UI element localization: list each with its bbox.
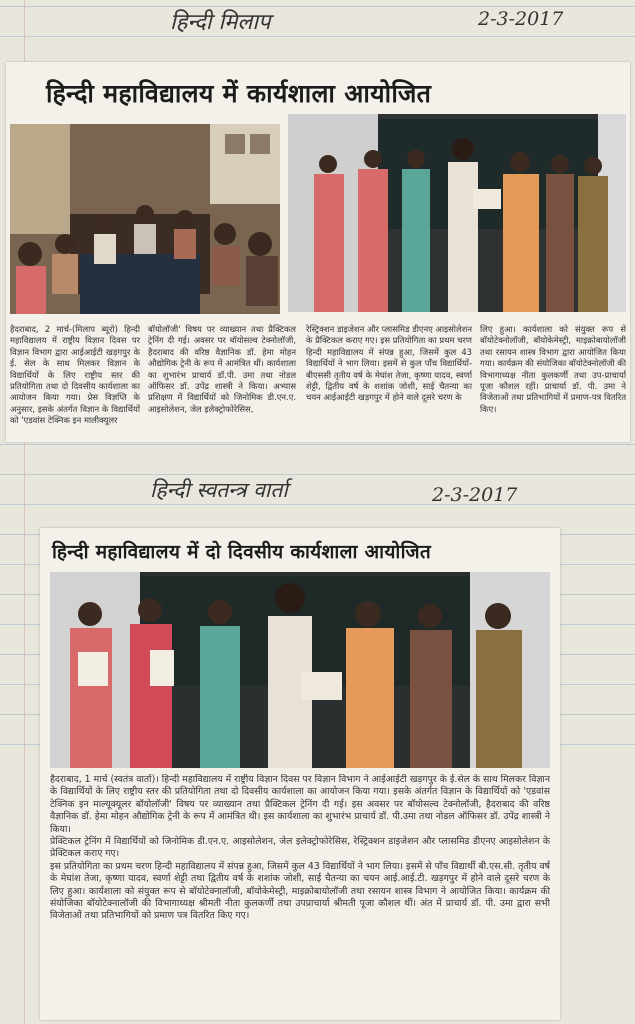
clipping1-headline: हिन्दी महाविद्यालय में कार्यशाला आयोजित <box>46 79 432 108</box>
clipping2-paragraph-1: हैदराबाद, 1 मार्च (स्वतंत्र वार्ता)। हिन्दी महाविद्यालय में राष्ट्रीय विज्ञान दिवस पर विज्ञान विभाग ने आईआईटी खड़गपुर के ई.सेल के साथ मिलकर विज्ञान के विद्यार्थियों के लिए राष्ट्रीय स्तर की प्रतियोगिता तथा दो दिवसीय कार्यशाला का आयोजन किया गया। इसके अंतर्गत विज्ञान के विद्यार्थियों को 'एडवांस टेक्निक इन माल्यूक्यूलर बॉयोलॉजी' विषय पर व्याख्यान तथा प्रैक्टिकल ट्रेनिंग दी गई। इस अवसर पर बॉयोसल्व टेक्नोलॉजी, हैदराबाद की वरिष्ठ वैज्ञानिक डॉ. हेमा मोहन औद्योगिक ट्रेनी के रूप में आमंत्रित थी। इस कार्यशाला का शुभारंभ प्राचार्य डॉ. पी.उमा तथा नोडल ऑफिसर डॉ. उपेंद्र शास्त्री ने किया। <box>50 774 550 835</box>
clipping2-photo-group <box>50 572 550 768</box>
clipping1-column-3 <box>306 324 472 436</box>
clipping1-column-4-text: लिए हुआ। कार्यशाला को संयुक्त रूप से बॉयोटेक्नोलॉजी, बॉयोकेमेस्ट्री, माइक्रोबायोलॉजी तथा रसायन शास्त्र विभाग द्वारा आयोजित किया गया। कार्यक्रम की संयोजिका बॉयोटेक्नोलॉजी की विभागाध्यक्ष नीता कुलकर्णी तथा उप-प्राचार्या पूजा कौशल रहीं। प्राचार्या डॉ. पी. उमा ने विजेताओं तथा प्रतिभागियों में प्रमाण-पत्र वितरित किए। <box>480 324 626 414</box>
clipping2-date: 2-3-2017 <box>432 484 518 506</box>
clipping1-column-1 <box>10 324 140 436</box>
clipping2-paragraph-2: प्रेक्टिकल ट्रेनिंग में विद्यार्थियों को जिनोमिक डी.एन.ए. आइसोलेशन, जेल इलेक्ट्रोफोरेसिस, रेस्ट्रिक्शन डाइजेशन और प्लासमिड डीएनए आइसोलेशन के प्रेक्टिकल कराए गए। <box>50 836 550 860</box>
clipping1-newspaper-name: हिन्दी मिलाप <box>170 10 271 35</box>
clipping1-column-4 <box>480 324 626 436</box>
clipping1-photo-classroom <box>10 124 280 314</box>
clipping1-column-2 <box>148 324 296 436</box>
clipping1-photo-group <box>288 114 626 312</box>
clipping2-headline: हिन्दी महाविद्यालय में दो दिवसीय कार्यशाला आयोजित <box>52 541 432 563</box>
group-photo-image <box>288 114 626 312</box>
classroom-photo-image <box>10 124 280 314</box>
clipping2-article-body <box>50 774 550 1016</box>
clipping1-column-2-text: बॉयोलॉजी' विषय पर व्याख्यान तथा प्रैक्टिकल ट्रेनिंग दी गई। अवसर पर बॉयोसल्व टेक्नोलॉजी, हैदराबाद की वरिष्ठ वैज्ञानिक डॉ. हेमा मोहन औद्योगिक ट्रेनी के रूप में आमंत्रित थीं। कार्यशाला का शुभारंभ प्राचार्य डॉ.पी. उमा तथा नोडल ऑफिसर डॉ. उपेंद्र शास्त्री ने किया। अभ्यास प्रशिक्षण में विद्यार्थियों को जिनोमिक डी.एन.ए. आइसोलेशन, जेल इलेक्ट्रोफोरेसिस, <box>148 324 296 414</box>
clipping2-newspaper-name: हिन्दी स्वतन्त्र वार्ता <box>150 478 288 502</box>
clipping1-date: 2-3-2017 <box>478 8 564 30</box>
clipping1 <box>6 62 630 442</box>
clipping1-column-3-text: रेस्ट्रिक्शन डाइजेशन और प्लासमिड डीएनए आइसोलेशन के प्रैक्टिकल कराए गए। इस प्रतियोगिता का प्रथम चरण हिन्दी महाविद्यालय में संपन्न हुआ, जिसमें कुल 43 विद्यार्थियों ने भाग लिया। इसमें से कुल पाँच विद्यार्थियों-बीएससी तृतीय वर्ष के मेघांश तेजा, कृष्णा यादव, स्वर्णा शेट्टी, द्वितीय वर्ष के शशांक जोशी, साई चैतन्या का चयन आईआईटी खड़गपुर में होने वाले दूसरे चरण के <box>306 324 472 403</box>
clipping2 <box>40 528 560 1020</box>
clipping2-paragraph-3: इस प्रतियोगिता का प्रथम चरण हिन्दी महाविद्यालय में संपन्न हुआ, जिसमें कुल 43 विद्यार्थियों ने भाग लिया। इसमें से पाँच विद्यार्थी बी.एस.सी. तृतीय वर्ष के मेघांश तेजा, कृष्णा यादव, स्वर्णा शेट्टी तथा द्वितीय वर्ष के शशांक जोशी, साई चैतन्या का चयन आई.आई.टी. खड़गपुर में होने वाले दूसरे चरण के लिए हुआ। कार्यशाला को संयुक्त रूप से बॉयोटेक्नालॉजी, बॉयोकेमेस्ट्री, माइक्रोबायोलॉजी तथा रसायन शास्त्र विभाग ने आयोजित किया। कार्यक्रम की संयोजिका बॉयोटेक्नालॉजी की विभागाध्यक्ष श्रीमती नीता कुलकर्णी तथा उपप्राचार्या श्रीमती पूजा कौशल थीं। अंत में प्राचार्य डॉ. पी. उमा द्वारा सभी विजेताओं तथा प्रतिभागियों को प्रमाण पत्र वितरित किए गए। <box>50 860 550 922</box>
clipping2-group-photo-image <box>50 572 550 768</box>
clipping1-column-1-text: हैदराबाद, 2 मार्च-(मिलाप ब्यूरो) हिन्दी महाविद्यालय में राष्ट्रीय विज्ञान दिवस पर विज्ञान विभाग द्वारा आईआईटी खड़गपुर के ई. सेल के साथ मिलकर विज्ञान के विद्यार्थियों के लिए राष्ट्रीय स्तर की प्रतियोगिता तथा दो दिवसीय कार्यशाला का आयोजन किया गया। प्रेस विज्ञप्ति के अनुसार, इसके अंतर्गत विज्ञान के विद्यार्थियों को 'एडवांस टेक्निक इन मालीक्यूलर <box>10 324 140 426</box>
